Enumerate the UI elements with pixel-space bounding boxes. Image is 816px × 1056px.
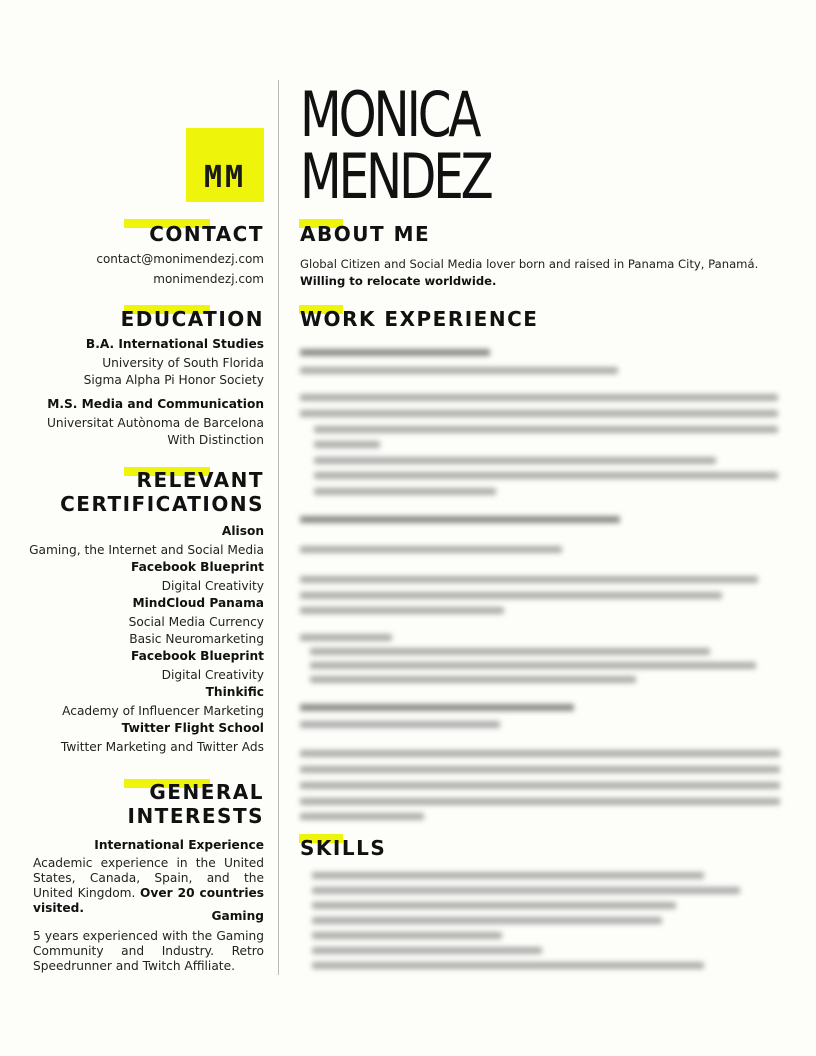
about-relocation: Willing to relocate worldwide. [300,274,497,288]
about-heading: ABOUT ME [300,222,431,246]
education-school: Universitat Autònoma de Barcelona [47,416,264,430]
education-school: University of South Florida [102,356,264,370]
certifications-heading-line2: CERTIFICATIONS [60,492,264,516]
certification-issuer: Alison [221,524,264,538]
skills-heading: SKILLS [300,836,387,860]
interest-text: Academic experience in the United States, Canada, Spain, and the United Kingdom. [33,856,264,900]
last-name: MENDEZ [300,140,491,213]
first-name: MONICA [300,78,479,151]
certification-course: Social Media Currency [128,615,264,629]
interest-title: Gaming [211,909,264,923]
certification-course: Academy of Influencer Marketing [62,704,264,718]
certification-course: Digital Creativity [161,668,264,682]
interest-highlight: Over 20 countries visited. [33,886,265,915]
education-heading: EDUCATION [120,307,264,331]
education-honor: With Distinction [167,433,264,447]
certification-issuer: Facebook Blueprint [131,560,264,574]
work-heading: WORK EXPERIENCE [300,307,539,331]
monogram: MM [203,160,247,195]
interest-description: 5 years experienced with the Gaming Community and Industry. Retro Speedrunner and Twitch Affiliate. [33,929,264,973]
certification-course: Digital Creativity [161,579,264,593]
certification-issuer: Twitter Flight School [121,721,264,735]
certification-issuer: MindCloud Panama [132,596,264,610]
contact-website[interactable]: monimendezj.com [153,272,264,286]
education-honor: Sigma Alpha Pi Honor Society [83,373,264,387]
contact-email[interactable]: contact@monimendezj.com [96,252,264,266]
interest-title: International Experience [94,838,264,852]
interests-heading-line1: GENERAL [149,780,264,804]
contact-heading: CONTACT [149,222,264,246]
about-description: Global Citizen and Social Media lover born and raised in Panama City, Panamá. [300,257,759,271]
certification-course: Gaming, the Internet and Social Media [29,543,264,557]
certification-course: Basic Neuromarketing [129,632,264,646]
interests-heading-line2: INTERESTS [127,804,264,828]
certification-issuer: Thinkific [205,685,264,699]
certifications-heading-line1: RELEVANT [136,468,264,492]
certification-issuer: Facebook Blueprint [131,649,264,663]
education-degree: B.A. International Studies [85,337,264,351]
education-degree: M.S. Media and Communication [47,397,264,411]
certification-course: Twitter Marketing and Twitter Ads [60,740,264,754]
